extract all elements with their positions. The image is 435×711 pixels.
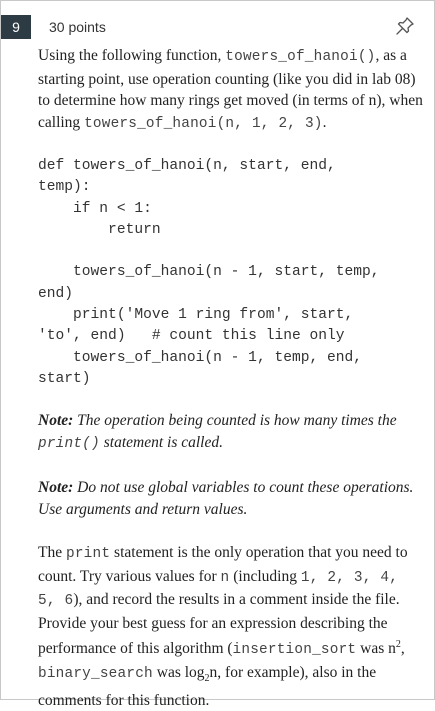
note-label: Note: — [38, 479, 74, 497]
note-text-2: statement is called. — [99, 433, 223, 451]
code-line: print('Move 1 ring from', start, — [38, 307, 354, 324]
para-code-insertion-sort: insertion_sort — [232, 642, 357, 659]
note-text-1: The operation being counted is how many times the — [73, 412, 397, 430]
para-code-n: n — [220, 569, 230, 586]
intro-function-call: towers_of_hanoi(n, 1, 2, 3) — [84, 115, 323, 132]
para-text: n, for example), also in the comments for this function. — [38, 663, 377, 709]
intro-text-2: , as a starting point, use operation counting (like you did in lab 08) to determine how many rings get moved (in terms of n), when calling — [38, 47, 423, 131]
question-number-badge: 9 — [1, 15, 31, 39]
para-text: , — [400, 640, 405, 658]
code-line: towers_of_hanoi(n - 1, temp, end, — [38, 349, 363, 366]
question-intro — [38, 45, 423, 135]
code-line: 'to', end) # count this line only — [38, 328, 345, 345]
code-line: end) — [38, 285, 74, 302]
intro-text-3: . — [322, 113, 327, 131]
question-header — [1, 1, 434, 39]
para-text: ), and record the results in a comment inside the file. Provide your best guess for an expression describing the performance of this algorithm ( — [38, 591, 400, 658]
instructions-paragraph — [38, 542, 423, 711]
note-code: print() — [38, 435, 100, 452]
question-body — [38, 45, 423, 711]
para-text: was log — [152, 663, 205, 681]
code-line: towers_of_hanoi(n - 1, start, temp, — [38, 264, 380, 281]
intro-function-name: towers_of_hanoi() — [225, 49, 376, 65]
note-text: Do not use global variables to count these operations. Use arguments and return values. — [38, 479, 414, 518]
code-line: return — [38, 221, 161, 238]
intro-text-1: Using the following function, — [38, 47, 226, 64]
para-text: (including — [229, 567, 301, 585]
code-line: def towers_of_hanoi(n, start, end, — [38, 158, 336, 174]
note-operation-counted — [38, 410, 423, 455]
superscript: 2 — [395, 639, 401, 651]
para-code-print: print — [65, 546, 111, 563]
pin-icon[interactable] — [394, 15, 416, 37]
note-no-globals — [38, 477, 423, 520]
code-line-blank — [38, 241, 423, 262]
para-code-values: 1, 2, 3, 4, 5, 6 — [38, 569, 399, 610]
code-block — [38, 156, 423, 390]
code-line: temp): — [38, 179, 91, 196]
pin-icon-graphic — [394, 15, 416, 37]
code-line: if n < 1: — [38, 200, 152, 217]
question-points: 30 points — [49, 19, 106, 35]
para-text: The — [38, 544, 66, 562]
subscript: 2 — [204, 673, 210, 685]
para-text: statement is the only operation that you need to count. Try various values for — [38, 544, 408, 585]
note-label: Note: — [38, 412, 74, 430]
para-text: was n — [356, 640, 396, 658]
code-line: start) — [38, 370, 91, 387]
para-code-binary-search: binary_search — [38, 665, 153, 682]
